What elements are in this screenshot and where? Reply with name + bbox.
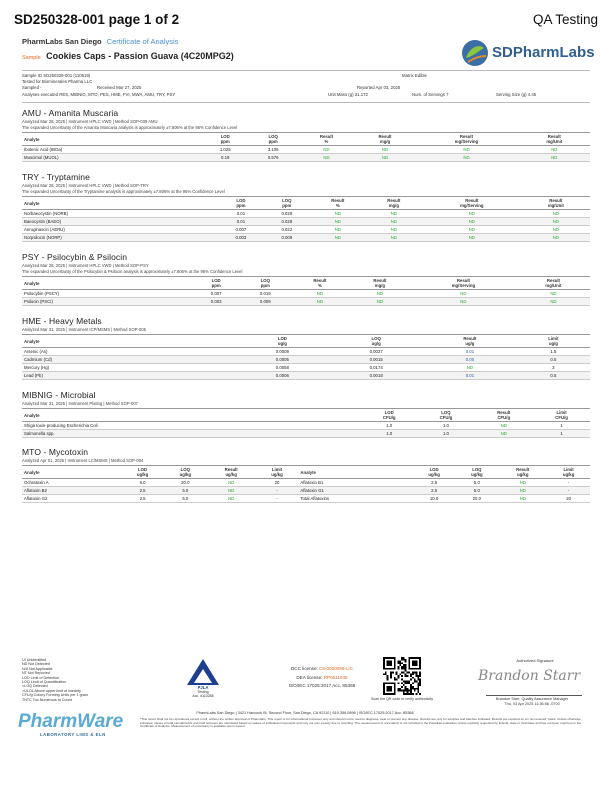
column-header: Limit ug/kg bbox=[256, 466, 299, 479]
table-cell: ND bbox=[297, 154, 356, 162]
legend-item: CFU/g Colony Forming Units per 1 gram bbox=[22, 693, 88, 698]
table-cell: Ibotenic Acid (IBOa) bbox=[22, 146, 201, 154]
pharmware-logo-text: PharmWare bbox=[18, 711, 124, 732]
table-cell: Ochratoxin A bbox=[22, 479, 121, 487]
table-cell: Cadmium (Cd) bbox=[22, 356, 235, 364]
table-cell: ND bbox=[310, 210, 366, 218]
try-table bbox=[22, 196, 590, 242]
table-cell: ND bbox=[366, 226, 422, 234]
pjla-badge bbox=[182, 657, 224, 699]
amu-header-row bbox=[22, 133, 590, 146]
table-cell: 0.576 bbox=[249, 154, 297, 162]
section-psy bbox=[22, 252, 590, 306]
table-cell: Arsenic (As) bbox=[22, 348, 235, 356]
pjla-name: PJLA bbox=[197, 685, 209, 690]
table-cell: ND bbox=[414, 146, 518, 154]
sdpharmlabs-logo bbox=[460, 38, 595, 68]
table-cell: 2.5 bbox=[413, 487, 456, 495]
table-cell: 1.0 bbox=[418, 430, 475, 438]
table-cell: ND bbox=[517, 290, 590, 298]
table-row bbox=[22, 146, 590, 154]
table-row bbox=[22, 479, 590, 487]
amu-table bbox=[22, 132, 590, 162]
table-row bbox=[22, 495, 590, 503]
table-cell: Shiga toxin-producing Escherichia Coli bbox=[22, 422, 361, 430]
legend-item: LOD Limit of Detection bbox=[22, 675, 60, 680]
table-cell: ND bbox=[366, 210, 422, 218]
table-cell: ND bbox=[356, 146, 415, 154]
table-cell: 0.01 bbox=[218, 218, 264, 226]
psy-title: PSY - Psilocybin & Psilocin bbox=[22, 252, 128, 262]
column-header: Result ug/kg bbox=[207, 466, 256, 479]
amu-analyzed: Analyzed Mar 28, 2025 | Instrument HPLC VWD | Method SOP-039 AMU bbox=[22, 119, 158, 124]
table-cell: Aflatoxin G1 bbox=[298, 487, 412, 495]
section-try bbox=[22, 172, 590, 242]
column-header: LOD ug/kg bbox=[121, 466, 164, 479]
column-header: LOD ppm bbox=[201, 133, 249, 146]
column-header: LOQ ppm bbox=[249, 133, 297, 146]
column-header: LOD CFU/g bbox=[361, 409, 418, 422]
table-cell: Norpsilocin (NORP) bbox=[22, 233, 218, 241]
table-cell: ND bbox=[366, 233, 422, 241]
mto-analyzed: Analyzed Apr 01, 2025 | Instrument LC/MSMS | Method SOP-004 bbox=[22, 458, 144, 463]
signer-name: Brandon Starr, Quality Assurance Manager bbox=[495, 697, 569, 701]
try-title: TRY - Tryptamine bbox=[22, 172, 90, 182]
received: Received Mar 27, 2025 bbox=[97, 85, 142, 91]
table-row bbox=[22, 430, 590, 438]
table-cell: ND bbox=[474, 430, 533, 438]
table-row bbox=[22, 487, 590, 495]
table-cell: ND bbox=[410, 298, 517, 306]
table-cell: 5.0 bbox=[164, 487, 207, 495]
table-cell: Total Aflatoxins bbox=[298, 495, 412, 503]
sample-line bbox=[22, 51, 234, 61]
table-cell: 0.0174 bbox=[329, 364, 423, 372]
table-cell: 2.5 bbox=[121, 487, 164, 495]
table-cell: ND bbox=[498, 487, 547, 495]
table-cell: 0.007 bbox=[192, 290, 241, 298]
table-cell: ND bbox=[290, 290, 350, 298]
table-cell: 0.0009 bbox=[235, 348, 329, 356]
table-row bbox=[22, 356, 590, 364]
column-header: Analyte bbox=[22, 133, 201, 146]
psy-analyzed: Analyzed Mar 28, 2025 | Instrument HPLC VWD | Method SOP-PSY bbox=[22, 263, 149, 268]
coa-label: Certificate of Analysis bbox=[106, 37, 179, 46]
column-header: LOQ ppm bbox=[241, 277, 290, 290]
amu-uncertainty: The expanded Uncertainty of the Amanita Muscaria analysis is approximately ±7.806% at the 95% Confidence Level bbox=[22, 125, 238, 130]
matrix: Matrix Edible bbox=[402, 73, 427, 78]
dcc-value: C8-0000096-LIC bbox=[319, 666, 354, 671]
table-cell: ND bbox=[519, 154, 590, 162]
column-header: LOQ ppm bbox=[264, 197, 310, 210]
column-header: LOD ppm bbox=[192, 277, 241, 290]
table-cell: 5.0 bbox=[455, 479, 498, 487]
column-header: LOD ug/g bbox=[235, 335, 329, 348]
table-cell: 3 bbox=[517, 364, 590, 372]
table-cell: ND bbox=[310, 233, 366, 241]
table-cell: 0.009 bbox=[264, 233, 310, 241]
table-cell: 1.0 bbox=[418, 422, 475, 430]
table-cell: 0.009 bbox=[241, 298, 290, 306]
table-cell: ND bbox=[297, 146, 356, 154]
table-cell: 10.0 bbox=[413, 495, 456, 503]
mib-table bbox=[22, 408, 590, 438]
section-microbial bbox=[22, 390, 590, 438]
qr-caption: Scan the QR code to verify authenticity bbox=[370, 697, 434, 701]
signature: Brandon Starr bbox=[478, 668, 581, 684]
table-cell: ND bbox=[522, 210, 590, 218]
table-cell: 0.01 bbox=[423, 371, 517, 379]
hme-title: HME - Heavy Metals bbox=[22, 316, 102, 326]
try-uncertainty: The expanded Uncertainty of the Tryptamine analysis is approximately ±7.806% at the 95% Confidence Level bbox=[22, 189, 225, 194]
table-cell: ND bbox=[522, 218, 590, 226]
sampled: Sampled - bbox=[22, 85, 42, 91]
table-cell: 1 bbox=[533, 430, 590, 438]
table-cell: 0.019 bbox=[241, 290, 290, 298]
column-header: Limit ug/kg bbox=[547, 466, 590, 479]
signer-block bbox=[470, 697, 594, 706]
table-cell: 20.0 bbox=[164, 479, 207, 487]
table-cell: Mercury (Hg) bbox=[22, 364, 235, 372]
reported: Reported Apr 03, 2025 bbox=[357, 85, 401, 91]
column-header: Result mg/Unit bbox=[522, 197, 590, 210]
table-cell: - bbox=[256, 487, 299, 495]
table-cell: 20 bbox=[547, 495, 590, 503]
column-header: LOD ug/kg bbox=[413, 466, 456, 479]
table-cell: ND bbox=[350, 298, 410, 306]
section-hme bbox=[22, 316, 590, 380]
table-cell: ND bbox=[517, 298, 590, 306]
num-servings: Num. of Servings 7 bbox=[412, 91, 449, 97]
table-row bbox=[22, 371, 590, 379]
table-cell: ND bbox=[422, 226, 522, 234]
table-cell: 5.0 bbox=[121, 479, 164, 487]
table-cell: ND bbox=[522, 233, 590, 241]
column-header: Result mg/Serving bbox=[414, 133, 518, 146]
table-row bbox=[22, 290, 590, 298]
table-cell: ND bbox=[366, 218, 422, 226]
header-rule bbox=[22, 70, 590, 71]
lab-address: PharmLabs San Diego | 3421 Hancock St, Second Floor, San Diego, CA 92110 | 619.356.0896 | ISO/IEC 17025:2017 Acc. 85368 bbox=[196, 711, 414, 715]
table-cell: ND bbox=[310, 218, 366, 226]
table-cell: ND bbox=[422, 210, 522, 218]
table-cell: 5.0 bbox=[455, 487, 498, 495]
unit-mass: Unit Mass (g) 31.172 bbox=[328, 91, 368, 97]
column-header: Result % bbox=[290, 277, 350, 290]
table-cell: 2.5 bbox=[413, 479, 456, 487]
column-header: Analyte bbox=[22, 466, 121, 479]
table-cell: - bbox=[547, 479, 590, 487]
column-header: Result mg/g bbox=[350, 277, 410, 290]
report-id: SD250328-001 page 1 of 2 bbox=[14, 12, 180, 27]
hme-analyzed: Analyzed Mar 31, 2025 | Instrument ICP/MSMS | Method SOP-005 bbox=[22, 327, 146, 332]
logo-text: SDPharmLabs bbox=[492, 44, 595, 61]
table-cell: ND bbox=[207, 495, 256, 503]
table-cell: 1.025 bbox=[201, 146, 249, 154]
table-cell: 1.0 bbox=[361, 422, 418, 430]
column-header: LOQ CFU/g bbox=[418, 409, 475, 422]
table-cell: ND bbox=[423, 364, 517, 372]
table-cell: 0.0005 bbox=[235, 356, 329, 364]
table-row bbox=[22, 210, 590, 218]
table-cell: Muscimol (MUOL) bbox=[22, 154, 201, 162]
column-header: Result mg/g bbox=[356, 133, 415, 146]
mto-title: MTO - Mycotoxin bbox=[22, 447, 89, 457]
table-cell: 0.00 bbox=[423, 356, 517, 364]
table-cell: 0.022 bbox=[264, 226, 310, 234]
column-header: Result ug/g bbox=[423, 335, 517, 348]
table-row bbox=[22, 226, 590, 234]
table-cell: ND bbox=[519, 146, 590, 154]
column-header: LOD ppm bbox=[218, 197, 264, 210]
pharmware-logo-sub: LABORATORY LIMS & ELN bbox=[40, 732, 106, 737]
pjla-acc: Acc. #110288 bbox=[192, 694, 214, 698]
table-cell: ND bbox=[414, 154, 518, 162]
table-row bbox=[22, 233, 590, 241]
legend-item: <LOQ Detected bbox=[22, 684, 48, 689]
table-cell: 0.19 bbox=[201, 154, 249, 162]
serving-size: Serving Size (g) 4.45 bbox=[496, 91, 537, 97]
iso-accreditation: ISO/IEC 17025:2017 Acc. 85368 bbox=[288, 683, 356, 688]
table-cell: Salmonella spp. bbox=[22, 430, 361, 438]
table-cell: 0.0018 bbox=[329, 371, 423, 379]
legend-item: >ULOL Above upper limit of linearity bbox=[22, 688, 81, 693]
dea-label: DEA license: bbox=[296, 674, 323, 680]
table-cell: Psilocybin (PSCY) bbox=[22, 290, 192, 298]
table-cell: Aflatoxin B2 bbox=[22, 487, 121, 495]
psy-header-row bbox=[22, 277, 590, 290]
table-cell: ND bbox=[350, 290, 410, 298]
table-cell: ND bbox=[422, 233, 522, 241]
column-header: Limit ug/g bbox=[517, 335, 590, 348]
table-row bbox=[22, 422, 590, 430]
table-cell: ND bbox=[422, 218, 522, 226]
table-cell: - bbox=[547, 487, 590, 495]
section-mycotoxin bbox=[22, 447, 590, 503]
column-header: Result ug/kg bbox=[498, 466, 547, 479]
table-cell: 0.0006 bbox=[235, 371, 329, 379]
mto-table bbox=[22, 465, 590, 503]
table-cell: Norbaeocystin (NORB) bbox=[22, 210, 218, 218]
table-cell: ND bbox=[410, 290, 517, 298]
table-cell: 0.003 bbox=[218, 233, 264, 241]
authorized-signature-label: Authorized Signature bbox=[516, 658, 554, 663]
mib-analyzed: Analyzed Mar 31, 2025 | Instrument Plating | Method SOP-007 bbox=[22, 401, 138, 406]
disclaimer: *This report shall not be reproduced except in full, without the written approval of Pharmlabs. This report is for informational purposes only and should not be used to diagnose, treat or prevent any disease. Results are only for samples and batches indicated. Results are reported on an "as received" basis. Unless otherwise indicated, values of total cannabinoids and total terpenes are calculated based on values of individual compounds and may not sum exactly due to rounding. The measurement of uncertainty is not included in the Pass/Fail evaluation unless explicitly requested by federal, state or local laws and has not been reported on the Certificate of Analysis. Measurement of uncertainty is available upon request. bbox=[140, 717, 582, 729]
sample-id: Sample ID SD250328-001 (110519) bbox=[22, 73, 91, 78]
table-cell: ND bbox=[207, 487, 256, 495]
table-cell: ND bbox=[310, 226, 366, 234]
abbreviation-legend bbox=[22, 658, 88, 702]
column-header: LOQ ug/kg bbox=[455, 466, 498, 479]
table-cell: 1.5 bbox=[517, 348, 590, 356]
table-row bbox=[22, 364, 590, 372]
table-cell: Aflatoxin B1 bbox=[298, 479, 412, 487]
column-header: LOQ ug/g bbox=[329, 335, 423, 348]
table-cell: ND bbox=[498, 479, 547, 487]
column-header: LOQ ug/kg bbox=[164, 466, 207, 479]
column-header: Result % bbox=[297, 133, 356, 146]
table-cell: ND bbox=[474, 422, 533, 430]
column-header: Analyte bbox=[22, 409, 361, 422]
psy-uncertainty: The expanded Uncertainty of the Psilocybin & Psilocin analysis is approximately ±7.806% at the 95% Confidence Level bbox=[22, 269, 243, 274]
logo-mark-icon bbox=[460, 38, 490, 68]
legend-item: N/A Not Applicable bbox=[22, 666, 53, 671]
dea-value: RP0511045 bbox=[323, 674, 348, 680]
table-cell: 0.01 bbox=[218, 210, 264, 218]
table-cell: 0.029 bbox=[264, 210, 310, 218]
sample-name: Cookies Caps - Passion Guava (4C20MPG2) bbox=[46, 51, 234, 61]
column-header: Result mg/Unit bbox=[519, 133, 590, 146]
table-row bbox=[22, 348, 590, 356]
column-header: Analyte bbox=[298, 466, 412, 479]
legend-item: NT Not Reported bbox=[22, 671, 50, 676]
table-cell: ND bbox=[522, 226, 590, 234]
lab-name bbox=[22, 37, 178, 46]
column-header: Analyte bbox=[22, 277, 192, 290]
table-cell: ND bbox=[356, 154, 415, 162]
table-cell: Baeocystin (BAEO) bbox=[22, 218, 218, 226]
table-cell: 0.0027 bbox=[329, 348, 423, 356]
sample-label: Sample bbox=[22, 55, 41, 61]
table-row bbox=[22, 218, 590, 226]
legend-item: UI Unidentified bbox=[22, 658, 47, 662]
legend-item: LOQ Limit of Quantification bbox=[22, 680, 67, 685]
column-header: Result CFU/g bbox=[474, 409, 533, 422]
try-analyzed: Analyzed Mar 28, 2025 | Instrument HPLC VWD | Method SOP-TRY bbox=[22, 183, 149, 188]
table-cell: 0.003 bbox=[192, 298, 241, 306]
legend-item: ND Not Detected bbox=[22, 662, 50, 667]
table-cell: 20 bbox=[256, 479, 299, 487]
column-header: Analyte bbox=[22, 197, 218, 210]
meta-rule bbox=[22, 102, 590, 103]
analyses-executed: Analyses executed RES, MIBNIG, MTO, PES, HME, FVI, MWA, AMU, TRY, PSY bbox=[22, 91, 176, 97]
table-cell: 5.0 bbox=[164, 495, 207, 503]
license-block bbox=[252, 665, 392, 691]
column-header: Limit CFU/g bbox=[533, 409, 590, 422]
table-cell: 3.105 bbox=[249, 146, 297, 154]
psy-table bbox=[22, 276, 590, 306]
table-cell: Lead (Pb) bbox=[22, 371, 235, 379]
dcc-label: DCC license: bbox=[290, 666, 318, 671]
column-header: Analyte bbox=[22, 335, 235, 348]
lab-name-text: PharmLabs San Diego bbox=[22, 37, 102, 46]
signer-date: Thu, 03 Apr 2025 11:36:56 -0700 bbox=[504, 701, 560, 706]
table-cell: 1.0 bbox=[361, 430, 418, 438]
table-cell: 0.029 bbox=[264, 218, 310, 226]
sample-meta bbox=[22, 73, 590, 98]
column-header: Result mg/Serving bbox=[410, 277, 517, 290]
column-header: Result mg/g bbox=[366, 197, 422, 210]
hme-header-row bbox=[22, 335, 590, 348]
table-cell: Aflatoxin G2 bbox=[22, 495, 121, 503]
column-header: Result mg/Serving bbox=[422, 197, 522, 210]
table-cell: ND bbox=[498, 495, 547, 503]
table-cell: - bbox=[256, 495, 299, 503]
qr-code-icon[interactable] bbox=[383, 657, 421, 695]
table-row bbox=[22, 154, 590, 162]
table-cell: 20.0 bbox=[455, 495, 498, 503]
pjla-testing: Testing bbox=[197, 690, 209, 694]
table-cell: 2.5 bbox=[121, 495, 164, 503]
table-cell: 0.0058 bbox=[235, 364, 329, 372]
table-cell: ND bbox=[290, 298, 350, 306]
table-cell: 1 bbox=[533, 422, 590, 430]
pharmware-logo bbox=[18, 711, 128, 741]
try-header-row bbox=[22, 197, 590, 210]
table-cell: 0.007 bbox=[218, 226, 264, 234]
table-cell: 0.5 bbox=[517, 356, 590, 364]
section-amu bbox=[22, 108, 590, 162]
legend-item: TNTC Too Numerous to Count bbox=[22, 697, 72, 702]
mib-header-row bbox=[22, 409, 590, 422]
tested-for: Tested for Biominerales Pharma LLC bbox=[22, 79, 93, 85]
table-cell: Aeruginascin (AERU) bbox=[22, 226, 218, 234]
table-cell: ND bbox=[207, 479, 256, 487]
qa-label: QA Testing bbox=[532, 12, 598, 27]
table-cell: 0.0015 bbox=[329, 356, 423, 364]
table-cell: 0.01 bbox=[423, 348, 517, 356]
signature-line bbox=[486, 695, 582, 696]
table-cell: Psilocin (PSCI) bbox=[22, 298, 192, 306]
column-header: Result mg/Unit bbox=[517, 277, 590, 290]
table-cell: 0.5 bbox=[517, 371, 590, 379]
amu-title: AMU - Amanita Muscaria bbox=[22, 108, 119, 118]
mib-title: MIBNIG - Microbial bbox=[22, 390, 96, 400]
mto-header-row bbox=[22, 466, 590, 479]
column-header: Result % bbox=[310, 197, 366, 210]
table-row bbox=[22, 298, 590, 306]
hme-table bbox=[22, 334, 590, 380]
